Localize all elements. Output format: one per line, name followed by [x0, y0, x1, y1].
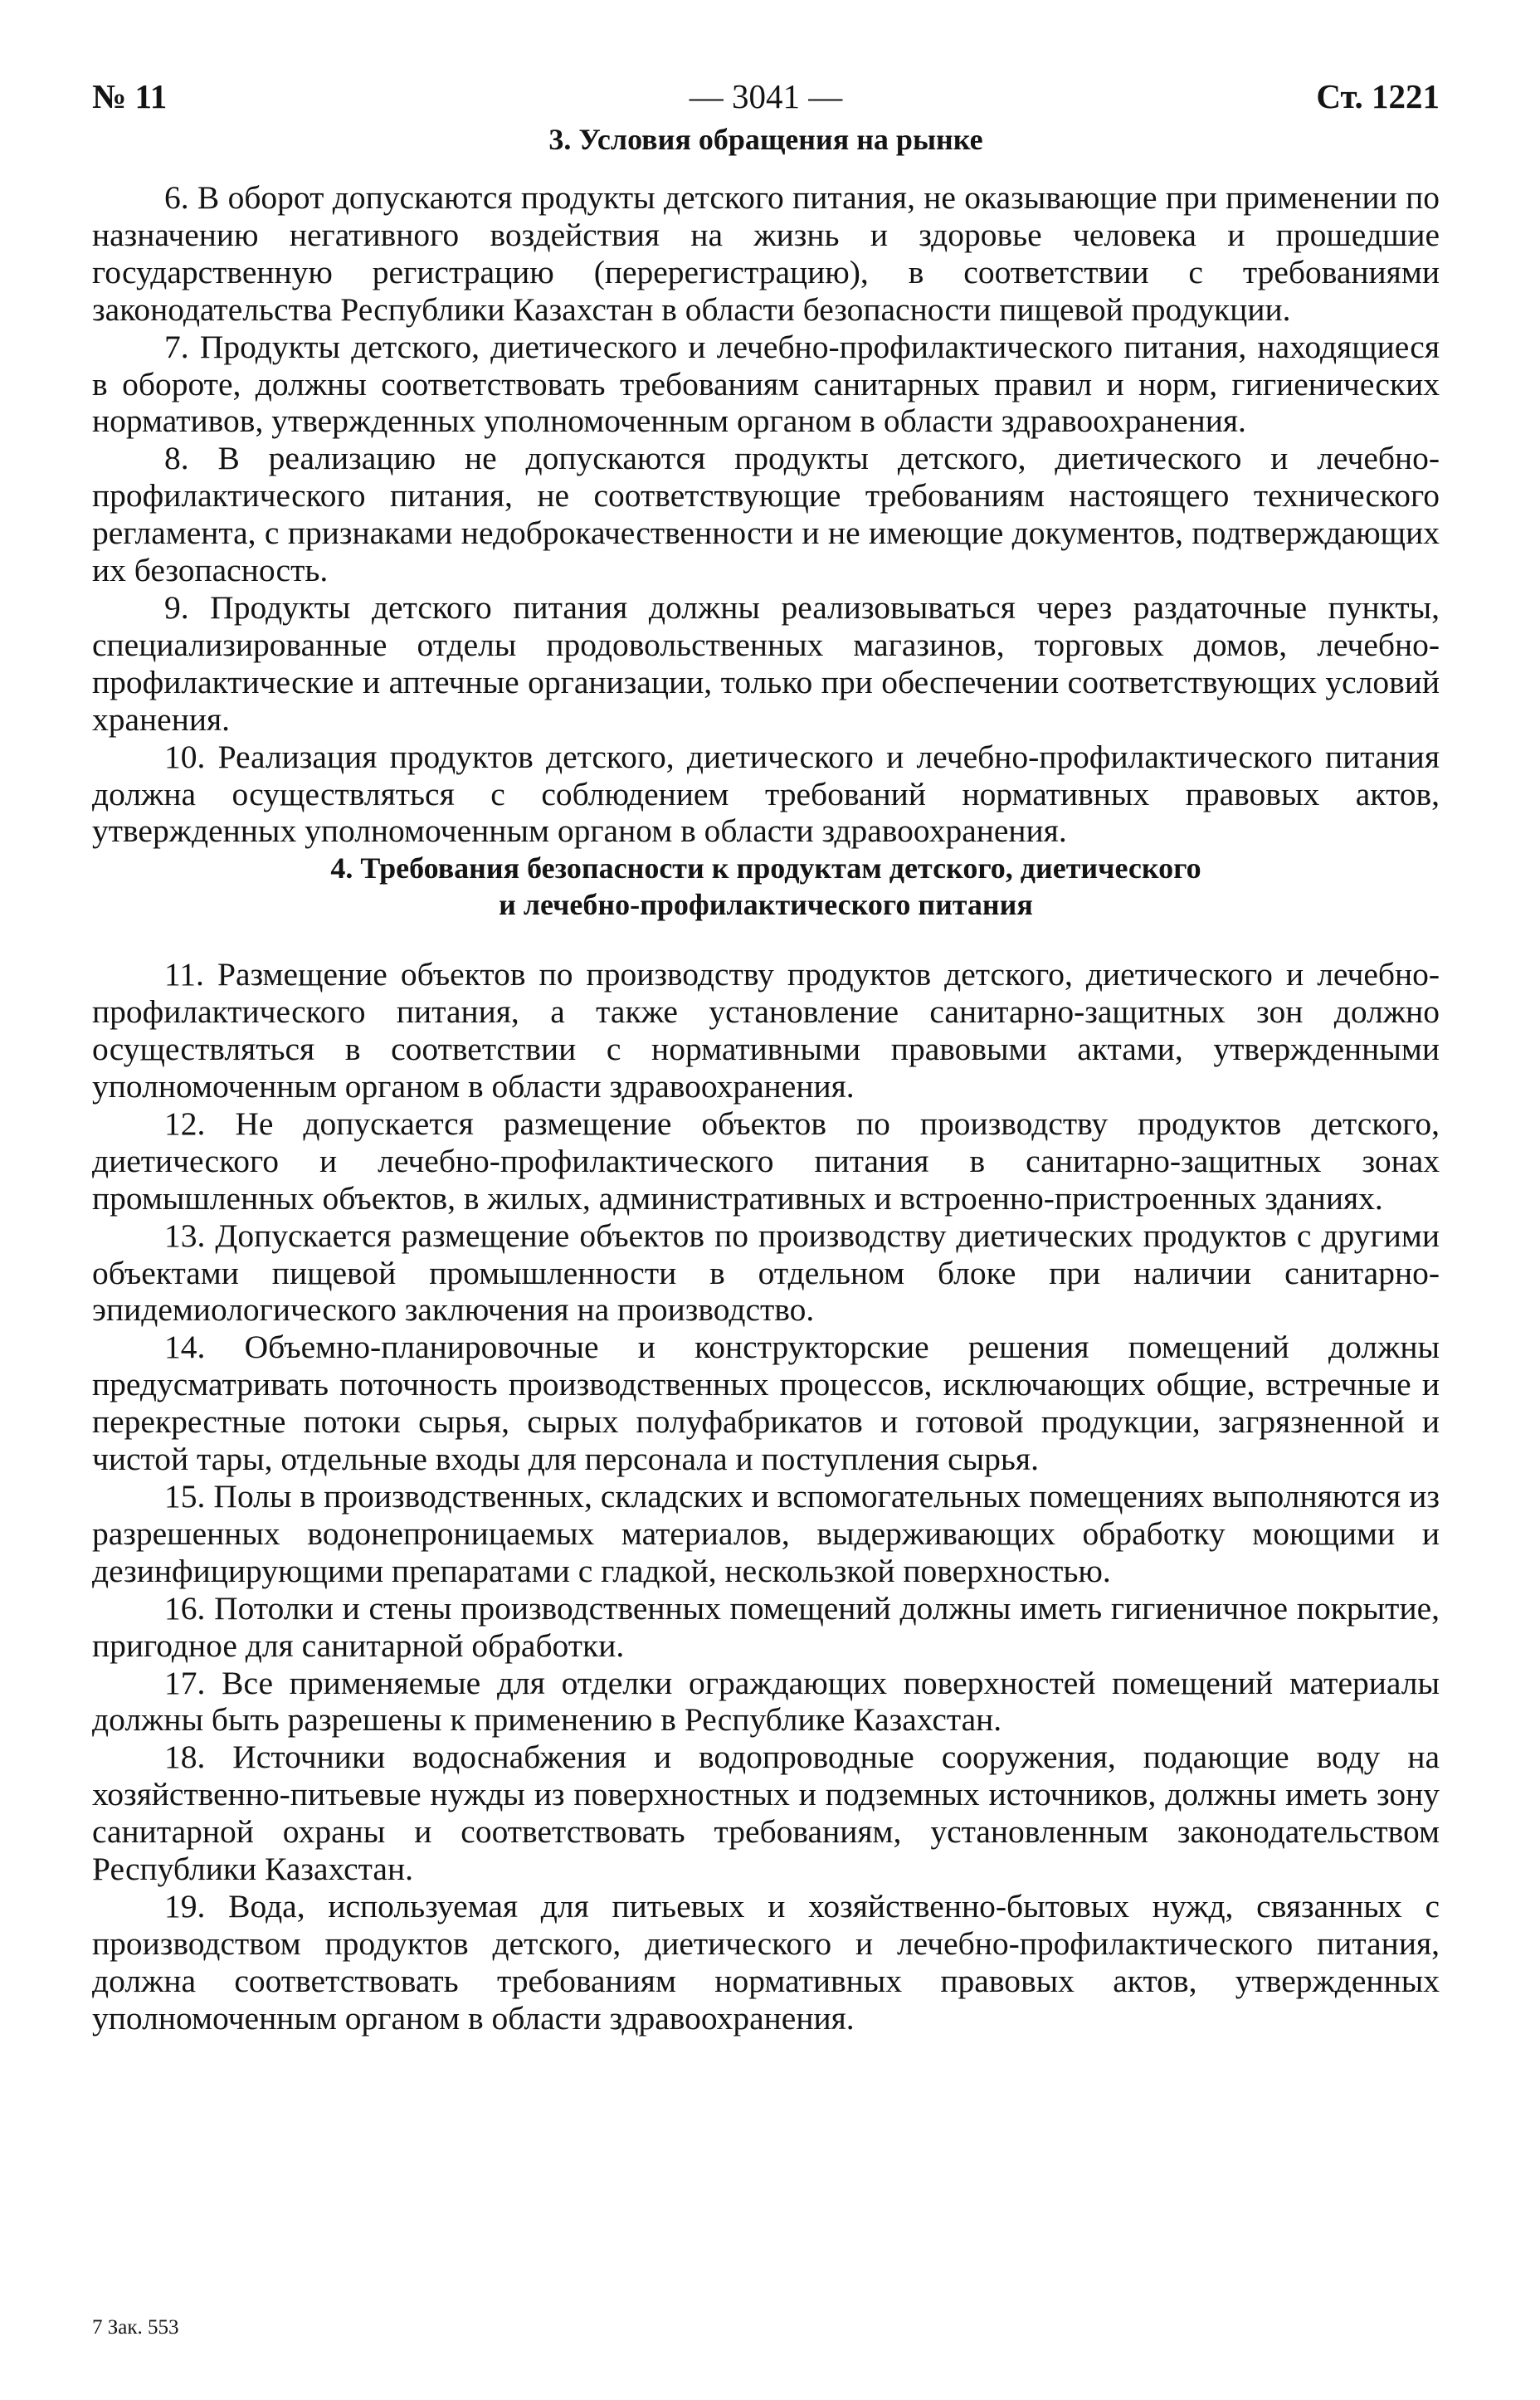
- section-3-heading: 3. Условия обращения на рынке: [548, 123, 983, 156]
- paragraph-10: 10. Реализация продуктов детского, диетического и лечебно-профилактического питания должна осуществляться с соблюдением требований нормативных правовых актов, утвержденных уполномоченным органом в области здравоохранения.: [92, 738, 1440, 850]
- issue-number: № 11: [92, 77, 168, 115]
- paragraph-12: 12. Не допускается размещение объектов по производству продуктов детского, диетического и лечебно-профилактического питания в санитарно-защитных зонах промышленных объектов, в жилых, административных и встроенно-пристроенных зданиях.: [92, 1105, 1440, 1217]
- printer-footnote: 7 Зак. 553: [92, 2316, 179, 2339]
- article-number: Ст. 1221: [1316, 77, 1440, 115]
- paragraph-14: 14. Объемно-планировочные и конструкторские решения помещений должны предусматривать поточность производственных процессов, исключающих общие, встречные и перекрестные потоки сырья, сырых полуфабрикатов и готовой продукции, загрязненной и чистой тары, отдельные входы для персонала и поступления сырья.: [92, 1329, 1440, 1478]
- paragraph-15: 15. Полы в производственных, складских и вспомогательных помещениях выполняются из разрешенных водонепроницаемых материалов, выдерживающих обработку моющими и дезинфицирующими препаратами с гладкой, нескользкой поверхностью.: [92, 1478, 1440, 1589]
- section-4-heading-line-1: 4. Требования безопасности к продуктам детского, диетического: [330, 851, 1201, 885]
- paragraph-18: 18. Источники водоснабжения и водопроводные сооружения, подающие воду на хозяйственно-питьевые нужды из поверхностных и подземных источников, должны иметь зону санитарной охраны и соответствовать требованиям, установленным законодательством Республики Казахстан.: [92, 1739, 1440, 1888]
- paragraph-9: 9. Продукты детского питания должны реализовываться через раздаточные пункты, специализированные отделы продовольственных магазинов, торговых домов, лечебно-профилактические и аптечные организации, только при обеспечении соответствующих условий хранения.: [92, 588, 1440, 738]
- paragraph-16: 16. Потолки и стены производственных помещений должны иметь гигиеничное покрытие, пригодное для санитарной обработки.: [92, 1589, 1440, 1664]
- paragraph-8: 8. В реализацию не допускаются продукты детского, диетического и лечебно-профилактического питания, не соответствующие требованиям настоящего технического регламента, с признаками недоброкачественности и не имеющие документов, подтверждающих их безопасность.: [92, 440, 1440, 589]
- running-header: [92, 71, 1440, 121]
- paragraph-6: 6. В оборот допускаются продукты детского питания, не оказывающие при применении по назначению негативного воздействия на жизнь и здоровье человека и прошедшие государственную регистрацию (перерегистрацию), в соответствии с требованиями законодательства Республики Казахстан в области безопасности пищевой продукции.: [92, 179, 1440, 328]
- paragraph-19: 19. Вода, используемая для питьевых и хозяйственно-бытовых нужд, связанных с производством продуктов детского, диетического и лечебно-профилактического питания, должна соответствовать требованиям нормативных правовых актов, утвержденных уполномоченным органом в области здравоохранения.: [92, 1887, 1440, 2037]
- section-4-body: [92, 956, 1440, 2037]
- document-page: [92, 71, 1440, 2037]
- section-4-heading: [92, 850, 1440, 923]
- paragraph-11: 11. Размещение объектов по производству продуктов детского, диетического и лечебно-профилактического питания, а также установление санитарно-защитных зон должно осуществляться в соответствии с нормативными правовыми актами, утвержденными уполномоченным органом в области здравоохранения.: [92, 956, 1440, 1105]
- paragraph-13: 13. Допускается размещение объектов по производству диетических продуктов с другими объектами пищевой промышленности в отдельном блоке при наличии санитарно-эпидемиологического заключения на производство.: [92, 1217, 1440, 1329]
- section-3-body: [92, 179, 1440, 850]
- section-4-heading-line-2: и лечебно-профилактического питания: [499, 888, 1033, 922]
- paragraph-17: 17. Все применяемые для отделки ограждающих поверхностей помещений материалы должны быть разрешены к применению в Республике Казахстан.: [92, 1664, 1440, 1739]
- paragraph-7: 7. Продукты детского, диетического и лечебно-профилактического питания, находящиеся в обороте, должны соответствовать требованиям санитарных правил и норм, гигиенических нормативов, утвержденных уполномоченным органом в области здравоохранения.: [92, 328, 1440, 440]
- page-number: — 3041 —: [689, 77, 843, 115]
